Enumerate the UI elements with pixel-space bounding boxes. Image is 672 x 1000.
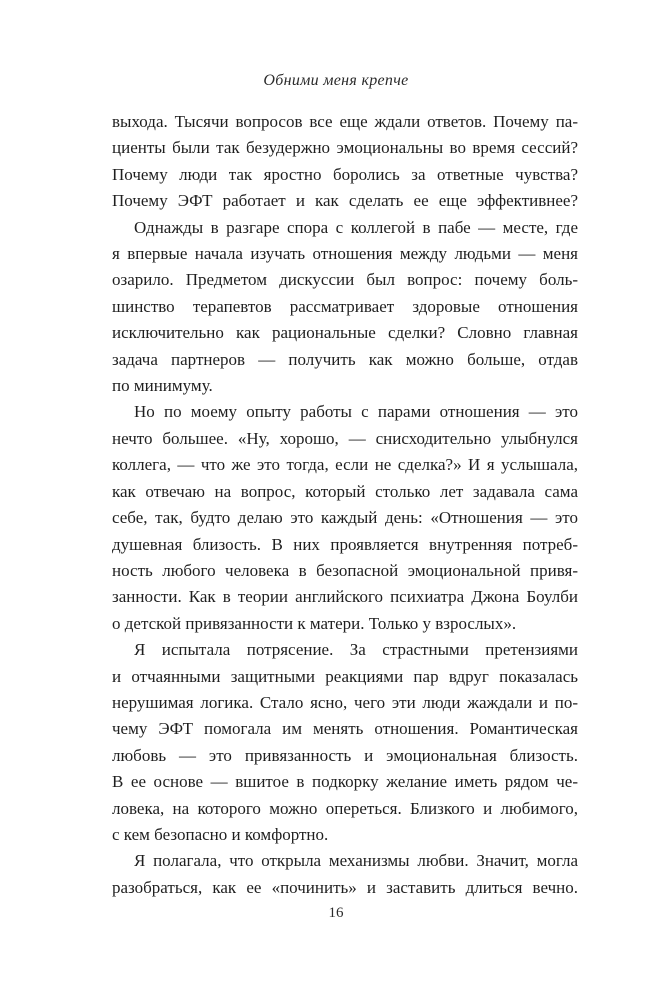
text-line: коллега, — что же это тогда, если не сделка?» И я услышала,	[112, 455, 578, 475]
text-line: В ее основе — вшитое в подкорку желание иметь рядом че-	[112, 772, 578, 792]
text-line: Почему ЭФТ работает и как сделать ее еще эффективнее?	[112, 191, 578, 211]
text-line: любовь — это привязанность и эмоциональная близость.	[112, 745, 578, 765]
text-line: нерушимая логика. Стало ясно, чего эти люди жаждали и по-	[112, 692, 578, 712]
text-line: с кем безопасно и комфортно.	[112, 824, 329, 844]
text-line: исключительно как рациональные сделки? Словно главная	[112, 323, 578, 343]
text-line: Я испытала потрясение. За страстными претензиями	[134, 640, 578, 660]
text-line: циенты были так безудержно эмоциональны во время сессий?	[112, 138, 578, 158]
text-line: занности. Как в теории английского психиатра Джона Боулби	[112, 587, 578, 607]
text-line: выхода. Тысячи вопросов все еще ждали ответов. Почему па-	[112, 112, 578, 131]
text-line: себе, так, будто делаю это каждый день: «Отношения — это	[112, 508, 578, 528]
text-line: нечто большее. «Ну, хорошо, — снисходительно улыбнулся	[112, 428, 578, 448]
text-line: Я полагала, что открыла механизмы любви. Значит, могла	[134, 851, 578, 871]
text-line: я впервые начала изучать отношения между людьми — меня	[112, 244, 578, 264]
text-line: Почему люди так яростно боролись за ответные чувства?	[112, 164, 578, 184]
text-line: и отчаянными защитными реакциями пар вдруг показалась	[112, 666, 578, 686]
body-text	[112, 109, 578, 901]
text-line: Однажды в разгаре спора с коллегой в пабе — месте, где	[134, 217, 578, 237]
text-line: задача партнеров — получить как можно больше, отдав	[112, 349, 578, 369]
text-line: душевная близость. В них проявляется внутренняя потреб-	[112, 534, 578, 554]
text-line: разобраться, как ее «починить» и заставить длиться вечно.	[112, 877, 578, 897]
page-number: 16	[328, 905, 344, 921]
text-line: ность любого человека в безопасной эмоциональной привя-	[112, 560, 578, 580]
text-line: ловека, на которого можно опереться. Близкого и любимого,	[112, 798, 578, 818]
text-line: чему ЭФТ помогала им менять отношения. Романтическая	[112, 719, 578, 739]
text-line: о детской привязанности к матери. Только у взрослых».	[112, 613, 517, 633]
text-line: озарило. Предметом дискуссии был вопрос: почему боль-	[112, 270, 578, 290]
text-line: как отвечаю на вопрос, который столько лет задавала сама	[112, 481, 578, 501]
running-header: Обними меня крепче	[263, 72, 409, 89]
text-line: Но по моему опыту работы с парами отношения — это	[134, 402, 578, 422]
text-line: шинство терапевтов рассматривает здоровые отношения	[112, 296, 578, 316]
text-line: по минимуму.	[112, 376, 213, 396]
